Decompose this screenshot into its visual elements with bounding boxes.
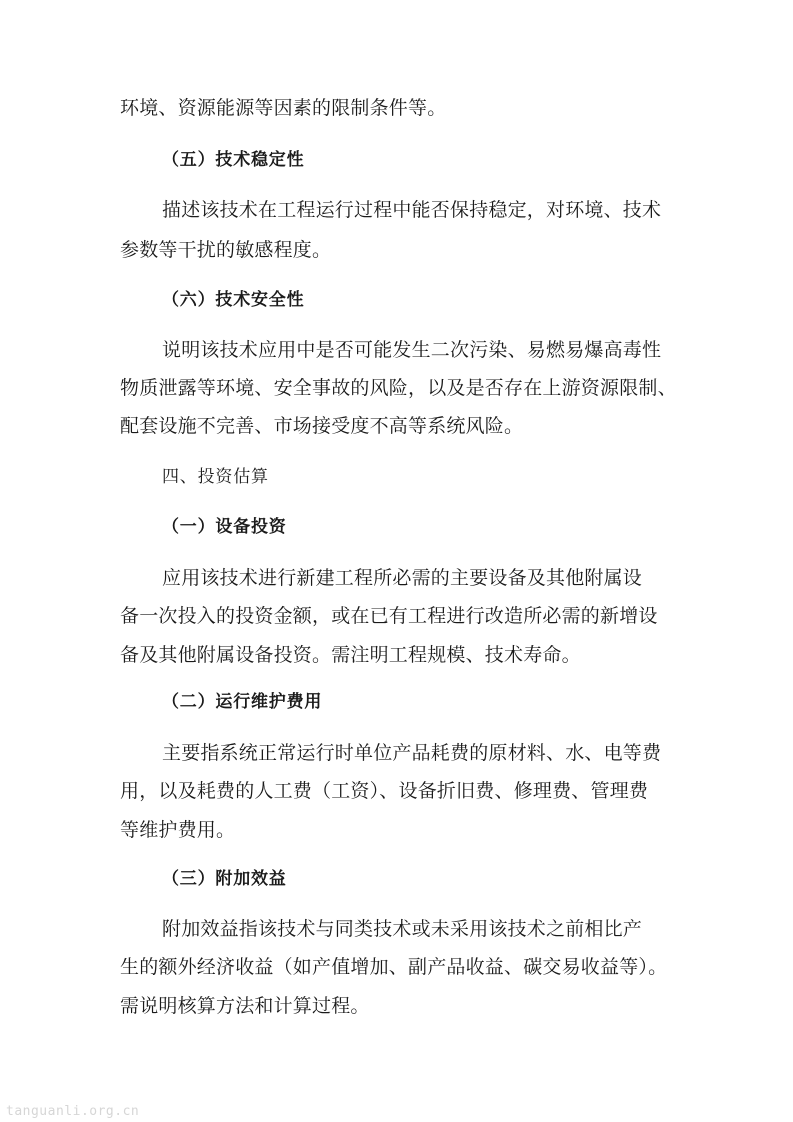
paragraph-line: 备及其他附属设备投资。需注明工程规模、技术寿命。 (120, 644, 581, 666)
section-heading: （三）附加效益 (162, 869, 287, 889)
paragraph-line: 等维护费用。 (120, 819, 236, 841)
paragraph-line: 配套设施不完善、市场接受度不高等系统风险。 (120, 415, 524, 437)
section-heading: （二）运行维护费用 (162, 692, 323, 712)
section-heading: （一）设备投资 (162, 517, 287, 537)
paragraph-line: 需说明核算方法和计算过程。 (120, 995, 370, 1017)
site-watermark: tanguanli.org.cn (6, 1104, 140, 1119)
paragraph-line: 物质泄露等环境、安全事故的风险，以及是否存在上游资源限制、 (120, 377, 677, 399)
paragraph-line: 说明该技术应用中是否可能发生二次污染、易燃易爆高毒性 (162, 339, 662, 361)
paragraph-line: 应用该技术进行新建工程所必需的主要设备及其他附属设 (162, 567, 643, 589)
paragraph-line: 描述该技术在工程运行过程中能否保持稳定，对环境、技术 (162, 199, 662, 221)
paragraph-line: 主要指系统正常运行时单位产品耗费的原材料、水、电等费 (162, 742, 662, 764)
paragraph-line: 用，以及耗费的人工费（工资）、设备折旧费、修理费、管理费 (120, 780, 649, 802)
paragraph-line: 环境、资源能源等因素的限制条件等。 (120, 97, 447, 119)
paragraph-line: 参数等干扰的敏感程度。 (120, 239, 332, 261)
chapter-heading: 四、投资估算 (162, 467, 269, 487)
paragraph-line: 备一次投入的投资金额，或在已有工程进行改造所必需的新增设 (120, 605, 658, 627)
section-heading: （六）技术安全性 (162, 290, 305, 310)
paragraph-line: 生的额外经济收益（如产值增加、副产品收益、碳交易收益等）。 (120, 956, 668, 978)
paragraph-line: 附加效益指该技术与同类技术或未采用该技术之前相比产 (162, 918, 643, 940)
section-heading: （五）技术稳定性 (162, 150, 305, 170)
